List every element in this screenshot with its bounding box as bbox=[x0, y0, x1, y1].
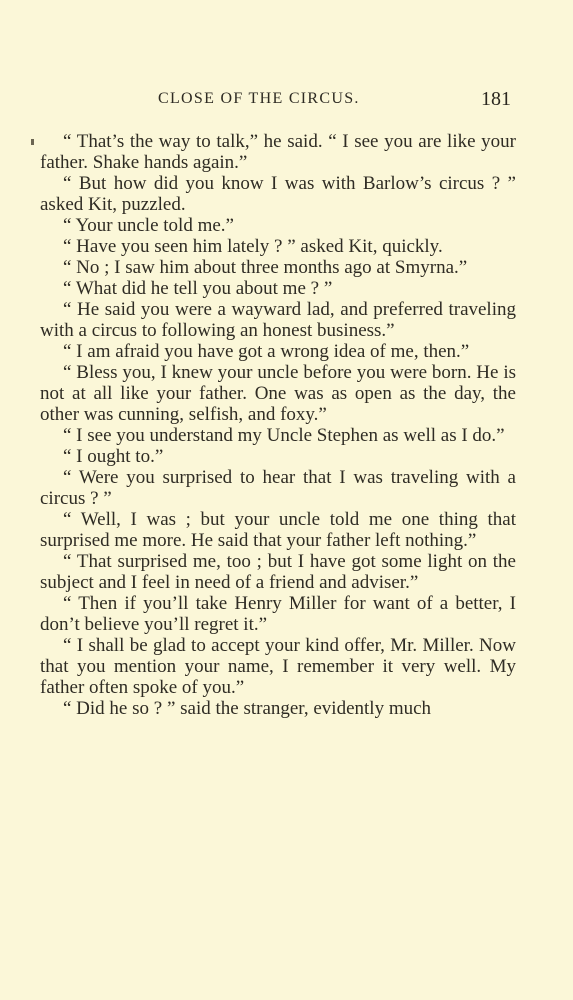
margin-mark bbox=[31, 139, 34, 145]
paragraph: “ Did he so ? ” said the stranger, evidently much bbox=[63, 698, 432, 719]
paragraph: “ That surprised me, too ; but I have got some light on the subject and I feel in need of a friend and adviser.” bbox=[40, 551, 516, 593]
paragraph: “ But how did you know I was with Barlow’s circus ? ” asked Kit, puzzled. bbox=[40, 173, 516, 215]
paragraph: “ I am afraid you have got a wrong idea of me, then.” bbox=[63, 341, 470, 362]
paragraph: “ Then if you’ll take Henry Miller for want of a better, I don’t believe you’ll regret it.” bbox=[40, 593, 516, 635]
body-text bbox=[40, 131, 516, 719]
paragraph: “ He said you were a wayward lad, and preferred traveling with a circus to following an honest business.” bbox=[40, 299, 516, 341]
paragraph: “ I ought to.” bbox=[63, 446, 164, 467]
paragraph: “ I shall be glad to accept your kind offer, Mr. Miller. Now that you mention your name, I remember it very well. My father often spoke of you.” bbox=[40, 635, 516, 698]
paragraph: “ Bless you, I knew your uncle before you were born. He is not at all like your father. One was as open as the day, the other was cunning, selfish, and foxy.” bbox=[40, 362, 516, 425]
paragraph: “ That’s the way to talk,” he said. “ I see you are like your father. Shake hands again.” bbox=[40, 131, 516, 173]
paragraph: “ Well, I was ; but your uncle told me one thing that surprised me more. He said that your father left nothing.” bbox=[40, 509, 516, 551]
paragraph: “ What did he tell you about me ? ” bbox=[63, 278, 333, 299]
paragraph: “ No ; I saw him about three months ago at Smyrna.” bbox=[63, 257, 468, 278]
paragraph: “ Your uncle told me.” bbox=[63, 215, 234, 236]
paragraph: “ Were you surprised to hear that I was traveling with a circus ? ” bbox=[40, 467, 516, 509]
running-head: CLOSE OF THE CIRCUS. bbox=[158, 90, 360, 107]
paragraph: “ Have you seen him lately ? ” asked Kit, quickly. bbox=[63, 236, 443, 257]
page-number: 181 bbox=[481, 88, 511, 110]
paragraph: “ I see you understand my Uncle Stephen as well as I do.” bbox=[63, 425, 505, 446]
page-header bbox=[0, 88, 573, 114]
